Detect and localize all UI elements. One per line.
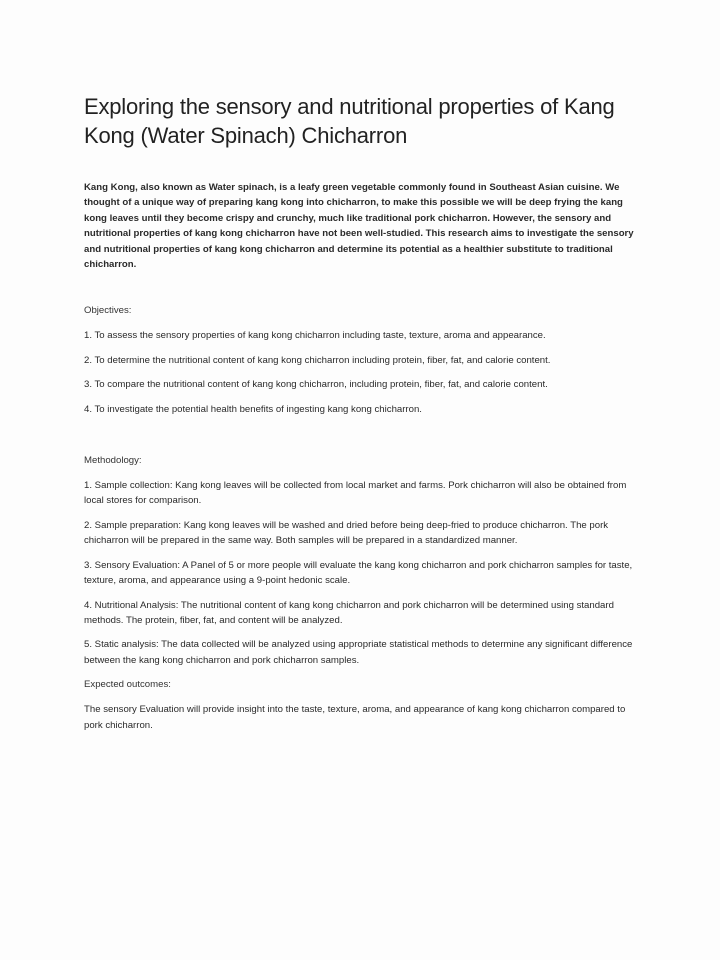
objective-item: 4. To investigate the potential health benefits of ingesting kang kong chicharron. bbox=[84, 403, 422, 415]
methodology-section bbox=[84, 453, 644, 668]
objective-item: 1. To assess the sensory properties of kang kong chicharron including taste, texture, aroma and appearance. bbox=[84, 330, 546, 342]
intro-paragraph: Kang Kong, also known as Water spinach, is a leafy green vegetable commonly found in Southeast Asian cuisine. We thought of a unique way of preparing kang kong into chicharron, to make this possible we will be deep frying the kang kong leaves until they become crispy and crunchy, much like traditional pork chicharron. However, the sensory and nutritional properties of kang kong chicharron have not been well-studied. This research aims to investigate the sensory and nutritional properties of kang kong chicharron and determine its potential as a healthier substitute to traditional chicharron. bbox=[84, 182, 634, 271]
methodology-heading: Methodology: bbox=[84, 455, 142, 467]
methodology-item: 4. Nutritional Analysis: The nutritional content of kang kong chicharron and pork chicharron will be determined using standard methods. The protein, fiber, fat, and content will be analyzed. bbox=[84, 599, 614, 626]
expected-outcomes-section bbox=[84, 677, 644, 733]
methodology-item: 5. Static analysis: The data collected will be analyzed using appropriate statistical methods to determine any significant difference between the kang kong chicharron and pork chicharron samples. bbox=[84, 639, 633, 666]
methodology-item: 2. Sample preparation: Kang kong leaves will be washed and dried before being deep-fried to produce chicharron. The pork chicharron will be prepared in the same way. Both samples will be prepared in a standardized manner. bbox=[84, 519, 609, 547]
objectives-heading: Objectives: bbox=[84, 305, 132, 317]
expected-outcomes-heading: Expected outcomes: bbox=[84, 679, 171, 691]
document-title: Exploring the sensory and nutritional properties of Kang Kong (Water Spinach) Chicharron bbox=[84, 94, 615, 148]
objective-item: 3. To compare the nutritional content of kang kong chicharron, including protein, fiber, fat, and calorie content. bbox=[84, 379, 548, 391]
document-body bbox=[84, 92, 644, 742]
objective-item: 2. To determine the nutritional content of kang kong chicharron including protein, fiber, fat, and calorie content. bbox=[84, 354, 551, 366]
expected-outcomes-text: The sensory Evaluation will provide insight into the taste, texture, aroma, and appearance of kang kong chicharron compared to pork chicharron. bbox=[84, 704, 626, 731]
methodology-item: 3. Sensory Evaluation: A Panel of 5 or more people will evaluate the kang kong chicharron and pork chicharron samples for taste, texture, aroma, and appearance using a 9-point hedonic scale. bbox=[84, 559, 633, 587]
methodology-item: 1. Sample collection: Kang kong leaves will be collected from local market and farms. Pork chicharron will also be obtained from local stores for comparison. bbox=[84, 480, 627, 507]
objectives-section bbox=[84, 303, 644, 417]
